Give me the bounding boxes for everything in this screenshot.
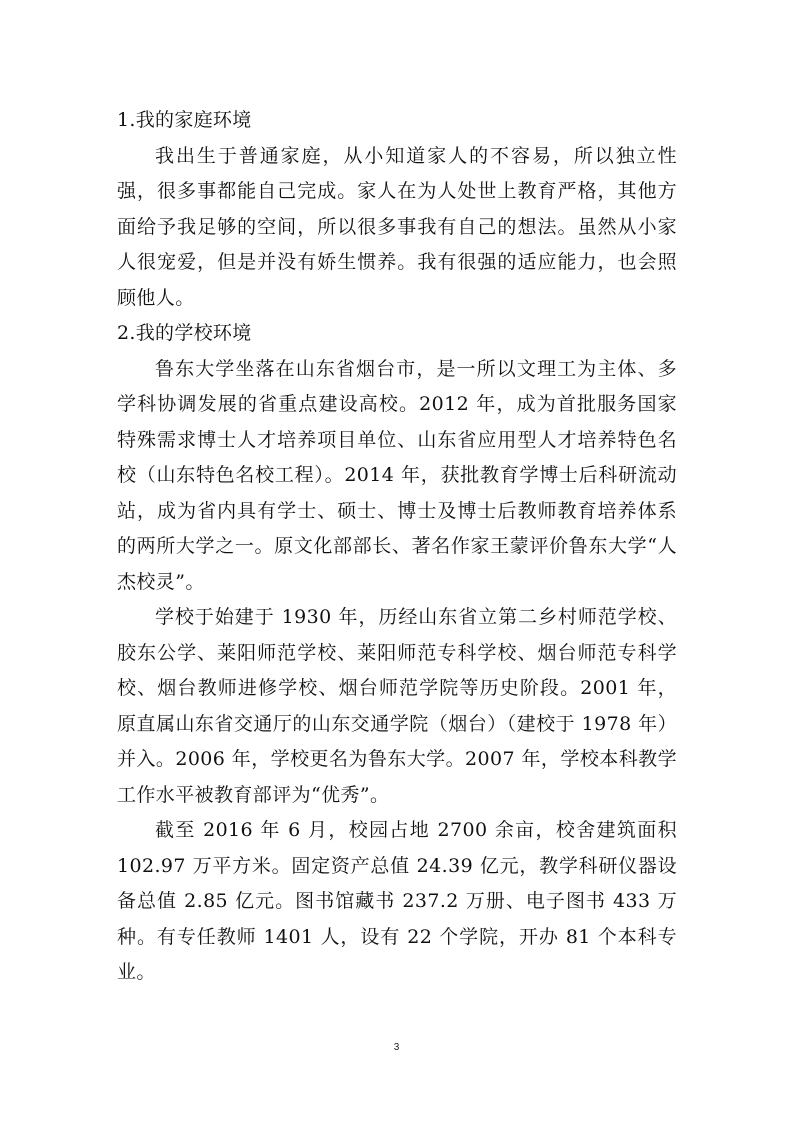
paragraph-school-intro: 鲁东大学坐落在山东省烟台市，是一所以文理工为主体、多学科协调发展的省重点建设高校。2012 年，成为首批服务国家特殊需求博士人才培养项目单位、山东省应用型人才培养特色名校（山东特色名校工程）。2014 年，获批教育学博士后科研流动站，成为省内具有学士、硕士、博士及博士后教师教育培养体系的两所大学之一。原文化部部长、著名作家王蒙评价鲁东大学“人杰校灵”。 (117, 357, 677, 593)
document-page (117, 103, 677, 991)
section-heading-school: 2.我的学校环境 (117, 322, 252, 344)
paragraph-family: 我出生于普通家庭，从小知道家人的不容易，所以独立性强，很多事都能自己完成。家人在为人处世上教育严格，其他方面给予我足够的空间，所以很多事我有自己的想法。虽然从小家人很宠爱，但是并没有娇生惯养。我有很强的适应能力，也会照顾他人。 (117, 144, 677, 309)
paragraph-school-stats: 截至 2016 年 6 月，校园占地 2700 余亩，校舍建筑面积 102.97 万平方米。固定资产总值 24.39 亿元，教学科研仪器设备总值 2.85 亿元。图书馆藏书 237.2 万册、电子图书 433 万种。有专任教师 1401 人，设有 22 个学院，开办 81 个本科专业。 (117, 819, 677, 983)
paragraph-school-history: 学校于始建于 1930 年，历经山东省立第二乡村师范学校、胶东公学、莱阳师范学校、莱阳师范专科学校、烟台师范专科学校、烟台教师进修学校、烟台师范学院等历史阶段。2001 年，原直属山东省交通厅的山东交通学院（烟台）（建校于 1978 年）并入。2006 年，学校更名为鲁东大学。2007 年，学校本科教学工作水平被教育部评为“优秀”。 (117, 606, 677, 806)
section-heading-family: 1.我的家庭环境 (117, 109, 252, 131)
page-number: 3 (393, 1042, 400, 1053)
